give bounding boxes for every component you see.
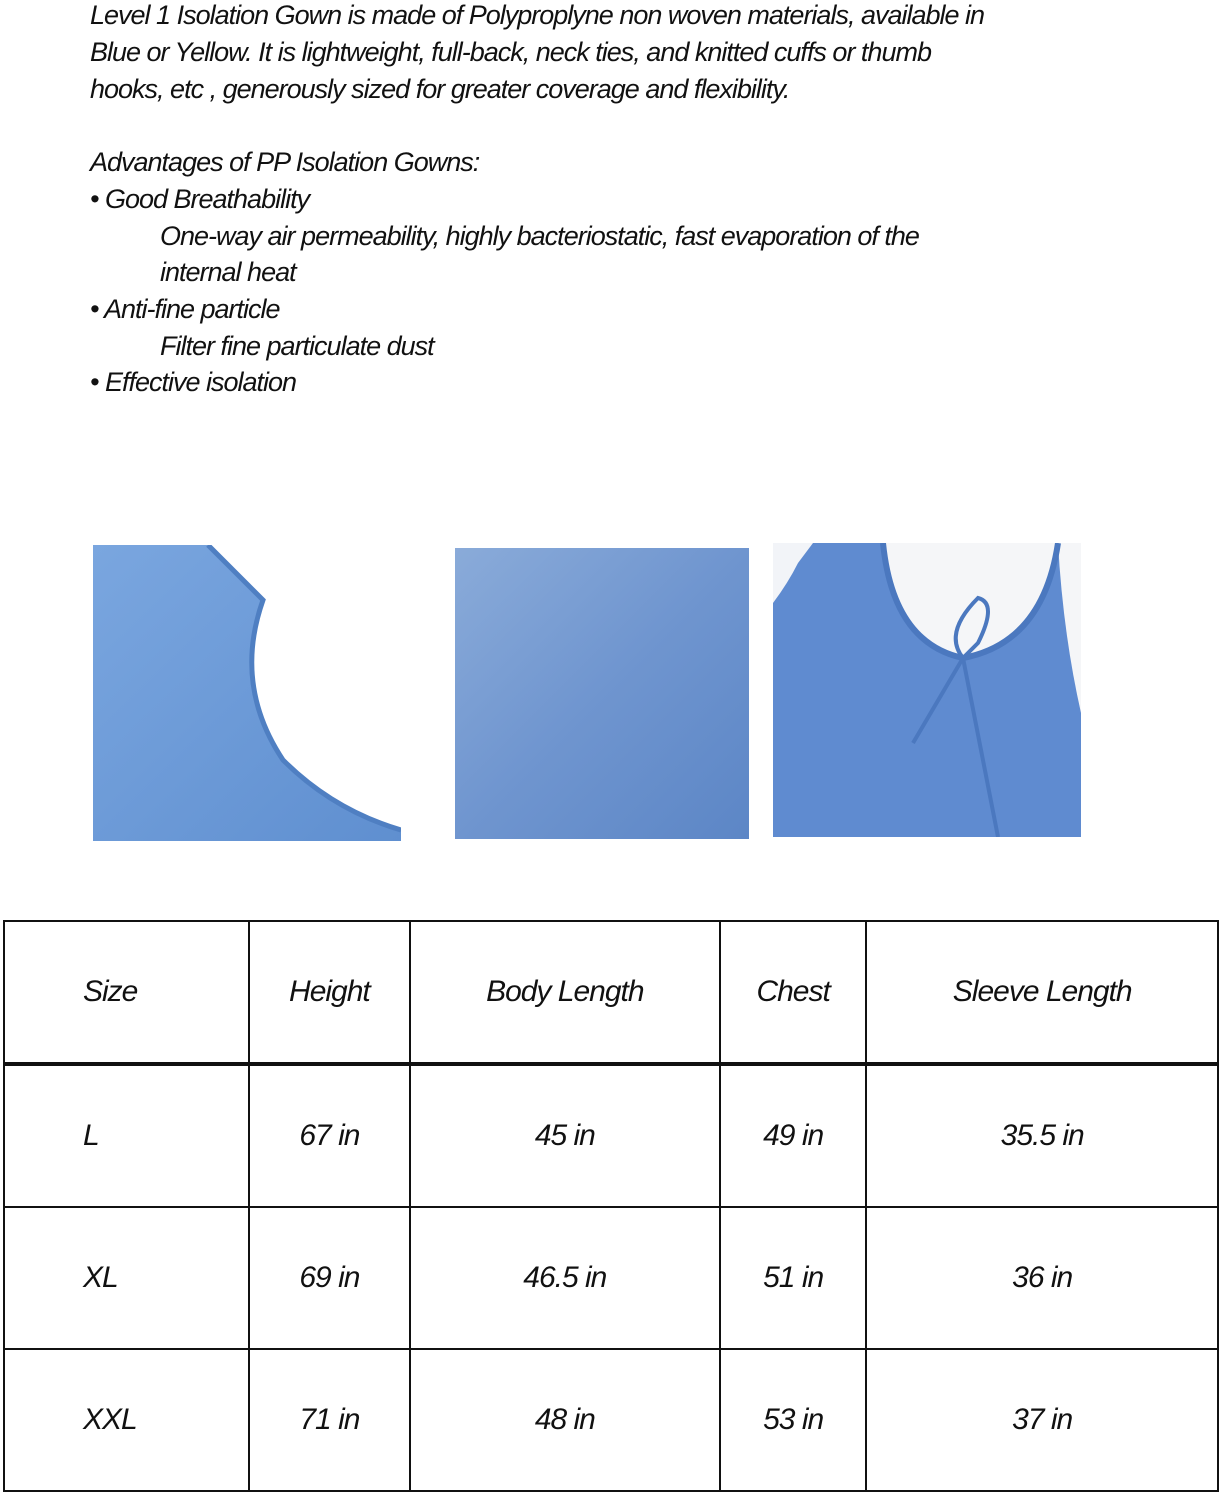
gown-neck-ties-photo (773, 543, 1081, 837)
header-height: Height (249, 921, 410, 1064)
cell-body-length: 45 in (410, 1064, 720, 1207)
table-row (4, 1349, 1218, 1491)
intro-line: Blue or Yellow. It is lightweight, full-back, neck ties, and knitted cuffs or thumb (90, 37, 931, 67)
cell-chest: 49 in (720, 1064, 867, 1207)
intro-line: Level 1 Isolation Gown is made of Polyproplyne non woven materials, available in (90, 0, 985, 30)
header-sleeve-length: Sleeve Length (866, 921, 1218, 1064)
cell-size: XXL (4, 1349, 249, 1491)
advantage-title: • Anti-fine particle (90, 294, 280, 324)
advantage-title: • Effective isolation (90, 367, 297, 397)
cell-chest: 51 in (720, 1207, 867, 1349)
advantage-title: • Good Breathability (90, 184, 310, 214)
table-row (4, 1064, 1218, 1207)
advantages-title: Advantages of PP Isolation Gowns: (90, 147, 480, 177)
cell-body-length: 48 in (410, 1349, 720, 1491)
cell-height: 67 in (249, 1064, 410, 1207)
cell-height: 69 in (249, 1207, 410, 1349)
header-size: Size (4, 921, 249, 1064)
advantage-desc: One-way air permeability, highly bacteriostatic, fast evaporation of the (160, 221, 919, 251)
cell-size: XL (4, 1207, 249, 1349)
table-row (4, 1207, 1218, 1349)
header-body-length: Body Length (410, 921, 720, 1064)
header-chest: Chest (720, 921, 867, 1064)
gown-neckline-photo (93, 545, 401, 841)
advantage-desc: internal heat (160, 257, 296, 287)
table-header-row (4, 921, 1218, 1064)
cell-size: L (4, 1064, 249, 1207)
advantage-desc: Filter fine particulate dust (160, 331, 434, 361)
cell-sleeve-length: 37 in (866, 1349, 1218, 1491)
cell-chest: 53 in (720, 1349, 867, 1491)
fabric-texture-photo (455, 548, 749, 839)
cell-sleeve-length: 35.5 in (866, 1064, 1218, 1207)
cell-height: 71 in (249, 1349, 410, 1491)
size-chart-table (3, 920, 1219, 1492)
cell-body-length: 46.5 in (410, 1207, 720, 1349)
cell-sleeve-length: 36 in (866, 1207, 1218, 1349)
intro-line: hooks, etc , generously sized for greater coverage and flexibility. (90, 74, 790, 104)
